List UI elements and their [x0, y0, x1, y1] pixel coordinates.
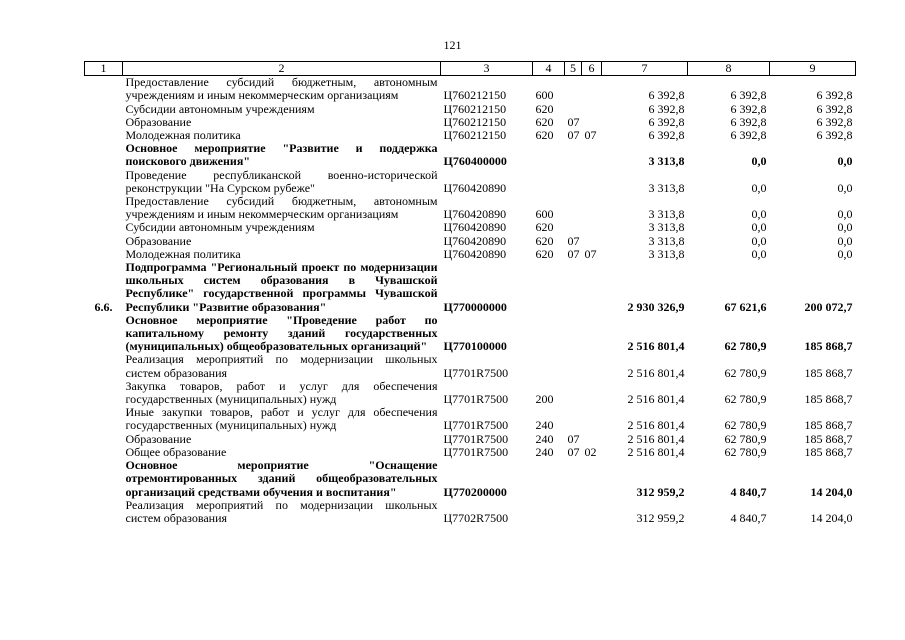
expense-type-code [533, 353, 565, 379]
row-name: Подпрограмма "Региональный проект по модернизации школьных систем образования в Чувашской Республике" государственной программы Чувашской Республики "Развитие образования" [125, 260, 438, 314]
amount-col-8: 6 392,8 [730, 128, 767, 143]
section-code [565, 499, 582, 525]
amount-col-9: 200 072,7 [804, 299, 853, 314]
row-number [85, 406, 123, 432]
expense-type-code [533, 169, 565, 195]
subsection-code [582, 261, 602, 314]
subsection-code: 07 [584, 128, 597, 143]
amount-col-8: 62 780,9 [724, 418, 767, 433]
section-code: 07 [567, 233, 580, 248]
section-code [565, 142, 582, 168]
amount-col-9: 0,0 [837, 207, 853, 222]
table-row [85, 314, 856, 354]
table-row [85, 499, 856, 525]
row-number [85, 116, 123, 129]
expense-type-code: 620 [535, 246, 554, 261]
section-code: 07 [567, 431, 580, 446]
expense-type-code: 600 [535, 207, 554, 222]
table-row [85, 169, 856, 195]
expense-type-code: 240 [535, 431, 554, 446]
amount-col-8: 0,0 [751, 220, 767, 235]
expense-type-code [533, 142, 565, 168]
amount-col-8: 62 780,9 [724, 444, 767, 459]
target-article-code: Ц760212150 [443, 114, 507, 129]
row-name: Общее образование [125, 444, 227, 459]
table-row [85, 195, 856, 221]
table-row [85, 235, 856, 248]
amount-col-9: 0,0 [837, 233, 853, 248]
amount-col-9: 6 392,8 [816, 114, 853, 129]
amount-col-7: 6 392,8 [648, 114, 685, 129]
row-number [85, 195, 123, 221]
target-article-code: Ц760420890 [443, 220, 507, 235]
target-article-code: Ц760400000 [443, 154, 507, 169]
section-code [565, 195, 582, 221]
amount-col-7: 2 516 801,4 [627, 444, 685, 459]
expense-type-code [533, 314, 565, 354]
section-code [565, 459, 582, 499]
table-row [85, 433, 856, 446]
amount-col-7: 2 516 801,4 [627, 392, 685, 407]
amount-col-8: 6 392,8 [730, 101, 767, 116]
amount-col-9: 6 392,8 [816, 101, 853, 116]
row-name: Закупка товаров, работ и услуг для обеспечения государственных (муниципальных) нужд [125, 378, 438, 407]
column-number: 2 [123, 62, 441, 76]
subsection-code [582, 76, 602, 103]
amount-col-8: 0,0 [751, 180, 767, 195]
target-article-code: Ц760420890 [443, 180, 507, 195]
row-name: Образование [125, 114, 192, 129]
target-article-code: Ц760212150 [443, 101, 507, 116]
row-name: Образование [125, 233, 192, 248]
subsection-code [582, 353, 602, 379]
amount-col-9: 14 204,0 [810, 510, 853, 525]
column-number-row [85, 62, 856, 76]
expense-type-code [533, 261, 565, 314]
subsection-code [582, 380, 602, 406]
table-row [85, 353, 856, 379]
row-number [85, 499, 123, 525]
section-code [565, 353, 582, 379]
amount-col-9: 0,0 [837, 180, 853, 195]
table-body [85, 76, 856, 525]
subsection-code [582, 142, 602, 168]
subsection-code [582, 169, 602, 195]
amount-col-8: 0,0 [751, 233, 767, 248]
row-name: Основное мероприятие "Развитие и поддержка поискового движения" [125, 141, 438, 169]
amount-col-8: 62 780,9 [724, 339, 767, 354]
section-code [565, 380, 582, 406]
expense-type-code [533, 459, 565, 499]
row-number [85, 103, 123, 116]
expense-type-code: 620 [535, 220, 554, 235]
amount-col-7: 3 313,8 [648, 180, 685, 195]
page-number: 121 [443, 38, 462, 52]
row-number [85, 129, 123, 142]
subsection-code: 07 [584, 246, 597, 261]
amount-col-7: 3 313,8 [648, 220, 685, 235]
column-number: 5 [565, 62, 582, 76]
section-code [565, 314, 582, 354]
target-article-code: Ц7701R7500 [443, 418, 509, 433]
column-number: 7 [602, 62, 688, 76]
row-number: 6.6. [94, 299, 113, 314]
row-number [85, 169, 123, 195]
table-row [85, 380, 856, 406]
target-article-code: Ц760212150 [443, 128, 507, 143]
row-name: Иные закупки товаров, работ и услуг для обеспечения государственных (муниципальных) нужд [125, 405, 438, 433]
amount-col-7: 2 516 801,4 [627, 365, 685, 380]
expense-type-code: 600 [535, 88, 554, 103]
amount-col-7: 2 516 801,4 [627, 418, 685, 433]
section-code: 07 [567, 246, 580, 261]
amount-col-9: 0,0 [837, 220, 853, 235]
amount-col-8: 0,0 [751, 246, 767, 261]
amount-col-9: 185 868,7 [804, 392, 853, 407]
amount-col-8: 62 780,9 [724, 431, 767, 446]
amount-col-8: 67 621,6 [724, 299, 767, 314]
row-name: Основное мероприятие "Проведение работ по капитальному ремонту зданий государственных (муниципальных) общеобразовательных организаций" [125, 312, 438, 354]
row-name: Молодежная политика [125, 246, 241, 261]
amount-col-7: 3 313,8 [648, 246, 685, 261]
amount-col-9: 185 868,7 [804, 339, 853, 354]
section-code: 07 [567, 114, 580, 129]
amount-col-7: 312 959,2 [636, 484, 685, 499]
row-number [85, 221, 123, 234]
expense-type-code: 240 [535, 418, 554, 433]
amount-col-8: 6 392,8 [730, 88, 767, 103]
row-name: Субсидии автономным учреждениям [125, 101, 315, 116]
amount-col-9: 185 868,7 [804, 444, 853, 459]
amount-col-8: 0,0 [751, 154, 767, 169]
target-article-code: Ц770000000 [443, 299, 507, 314]
row-name: Молодежная политика [125, 128, 241, 143]
subsection-code: 02 [584, 444, 597, 459]
amount-col-8: 4 840,7 [730, 510, 767, 525]
expense-type-code: 200 [535, 392, 554, 407]
target-article-code: Ц760420890 [443, 207, 507, 222]
table-row [85, 221, 856, 234]
target-article-code: Ц760212150 [443, 88, 507, 103]
target-article-code: Ц770100000 [443, 339, 507, 354]
subsection-code [582, 314, 602, 354]
subsection-code [582, 406, 602, 432]
amount-col-7: 6 392,8 [648, 128, 685, 143]
row-number [85, 76, 123, 103]
row-name: Реализация мероприятий по модернизации школьных систем образования [125, 497, 438, 525]
amount-col-7: 2 930 326,9 [627, 299, 685, 314]
column-number: 6 [582, 62, 602, 76]
amount-col-9: 185 868,7 [804, 365, 853, 380]
row-number [85, 446, 123, 459]
amount-col-7: 3 313,8 [648, 207, 685, 222]
subsection-code [582, 221, 602, 234]
table-row [85, 459, 856, 499]
subsection-code [582, 235, 602, 248]
amount-col-9: 185 868,7 [804, 431, 853, 446]
row-name: Реализация мероприятий по модернизации школьных систем образования [125, 352, 438, 380]
target-article-code: Ц7701R7500 [443, 392, 509, 407]
amount-col-9: 6 392,8 [816, 88, 853, 103]
expense-type-code: 620 [535, 101, 554, 116]
table-row [85, 261, 856, 314]
section-code: 07 [567, 444, 580, 459]
expense-type-code: 620 [535, 128, 554, 143]
subsection-code [582, 195, 602, 221]
row-name: Проведение республиканской военно-исторической реконструкции "На Сурском рубеже" [125, 167, 438, 195]
expense-type-code [533, 499, 565, 525]
amount-col-7: 2 516 801,4 [627, 339, 685, 354]
section-code: 07 [567, 128, 580, 143]
row-name: Предоставление субсидий бюджетным, автономным учреждениям и иным некоммерческим организациям [125, 75, 438, 103]
amount-col-9: 185 868,7 [804, 418, 853, 433]
section-code [565, 103, 582, 116]
amount-col-9: 0,0 [837, 246, 853, 261]
target-article-code: Ц760420890 [443, 246, 507, 261]
amount-col-7: 6 392,8 [648, 101, 685, 116]
expense-type-code: 620 [535, 114, 554, 129]
amount-col-7: 3 313,8 [648, 233, 685, 248]
section-code [565, 169, 582, 195]
column-number: 9 [770, 62, 856, 76]
row-number [85, 235, 123, 248]
row-number [85, 433, 123, 446]
subsection-code [582, 459, 602, 499]
subsection-code [582, 499, 602, 525]
amount-col-9: 6 392,8 [816, 128, 853, 143]
section-code [565, 221, 582, 234]
target-article-code: Ц760420890 [443, 233, 507, 248]
amount-col-9: 14 204,0 [810, 484, 853, 499]
expense-type-code: 620 [535, 233, 554, 248]
amount-col-8: 62 780,9 [724, 365, 767, 380]
budget-table [84, 61, 856, 525]
target-article-code: Ц7701R7500 [443, 444, 509, 459]
amount-col-8: 62 780,9 [724, 392, 767, 407]
row-name: Предоставление субсидий бюджетным, автономным учреждениям и иным некоммерческим организациям [125, 194, 438, 222]
expense-type-code: 240 [535, 444, 554, 459]
column-number: 3 [441, 62, 533, 76]
row-number [85, 248, 123, 261]
row-name: Образование [125, 431, 192, 446]
row-number [85, 142, 123, 168]
row-number [85, 314, 123, 354]
section-code [565, 76, 582, 103]
row-name: Субсидии автономным учреждениям [125, 220, 315, 235]
subsection-code [582, 103, 602, 116]
row-number [85, 459, 123, 499]
section-code [565, 406, 582, 432]
column-number: 1 [85, 62, 123, 76]
row-number [85, 353, 123, 379]
amount-col-8: 4 840,7 [730, 484, 767, 499]
amount-col-9: 0,0 [837, 154, 853, 169]
target-article-code: Ц770200000 [443, 484, 507, 499]
column-number: 4 [533, 62, 565, 76]
row-name: Основное мероприятие "Оснащение отремонтированных зданий общеобразовательных организаций средствами обучения и воспитания" [125, 458, 438, 499]
target-article-code: Ц7702R7500 [443, 510, 509, 525]
column-number: 8 [688, 62, 770, 76]
section-code [565, 261, 582, 314]
table-row [85, 406, 856, 432]
target-article-code: Ц7701R7500 [443, 365, 509, 380]
table-row [85, 142, 856, 168]
subsection-code [582, 433, 602, 446]
table-row [85, 103, 856, 116]
amount-col-7: 3 313,8 [648, 154, 685, 169]
amount-col-7: 6 392,8 [648, 88, 685, 103]
row-number [85, 380, 123, 406]
amount-col-7: 2 516 801,4 [627, 431, 685, 446]
amount-col-7: 312 959,2 [636, 510, 685, 525]
table-row [85, 76, 856, 103]
amount-col-8: 6 392,8 [730, 114, 767, 129]
amount-col-8: 0,0 [751, 207, 767, 222]
target-article-code: Ц7701R7500 [443, 431, 509, 446]
